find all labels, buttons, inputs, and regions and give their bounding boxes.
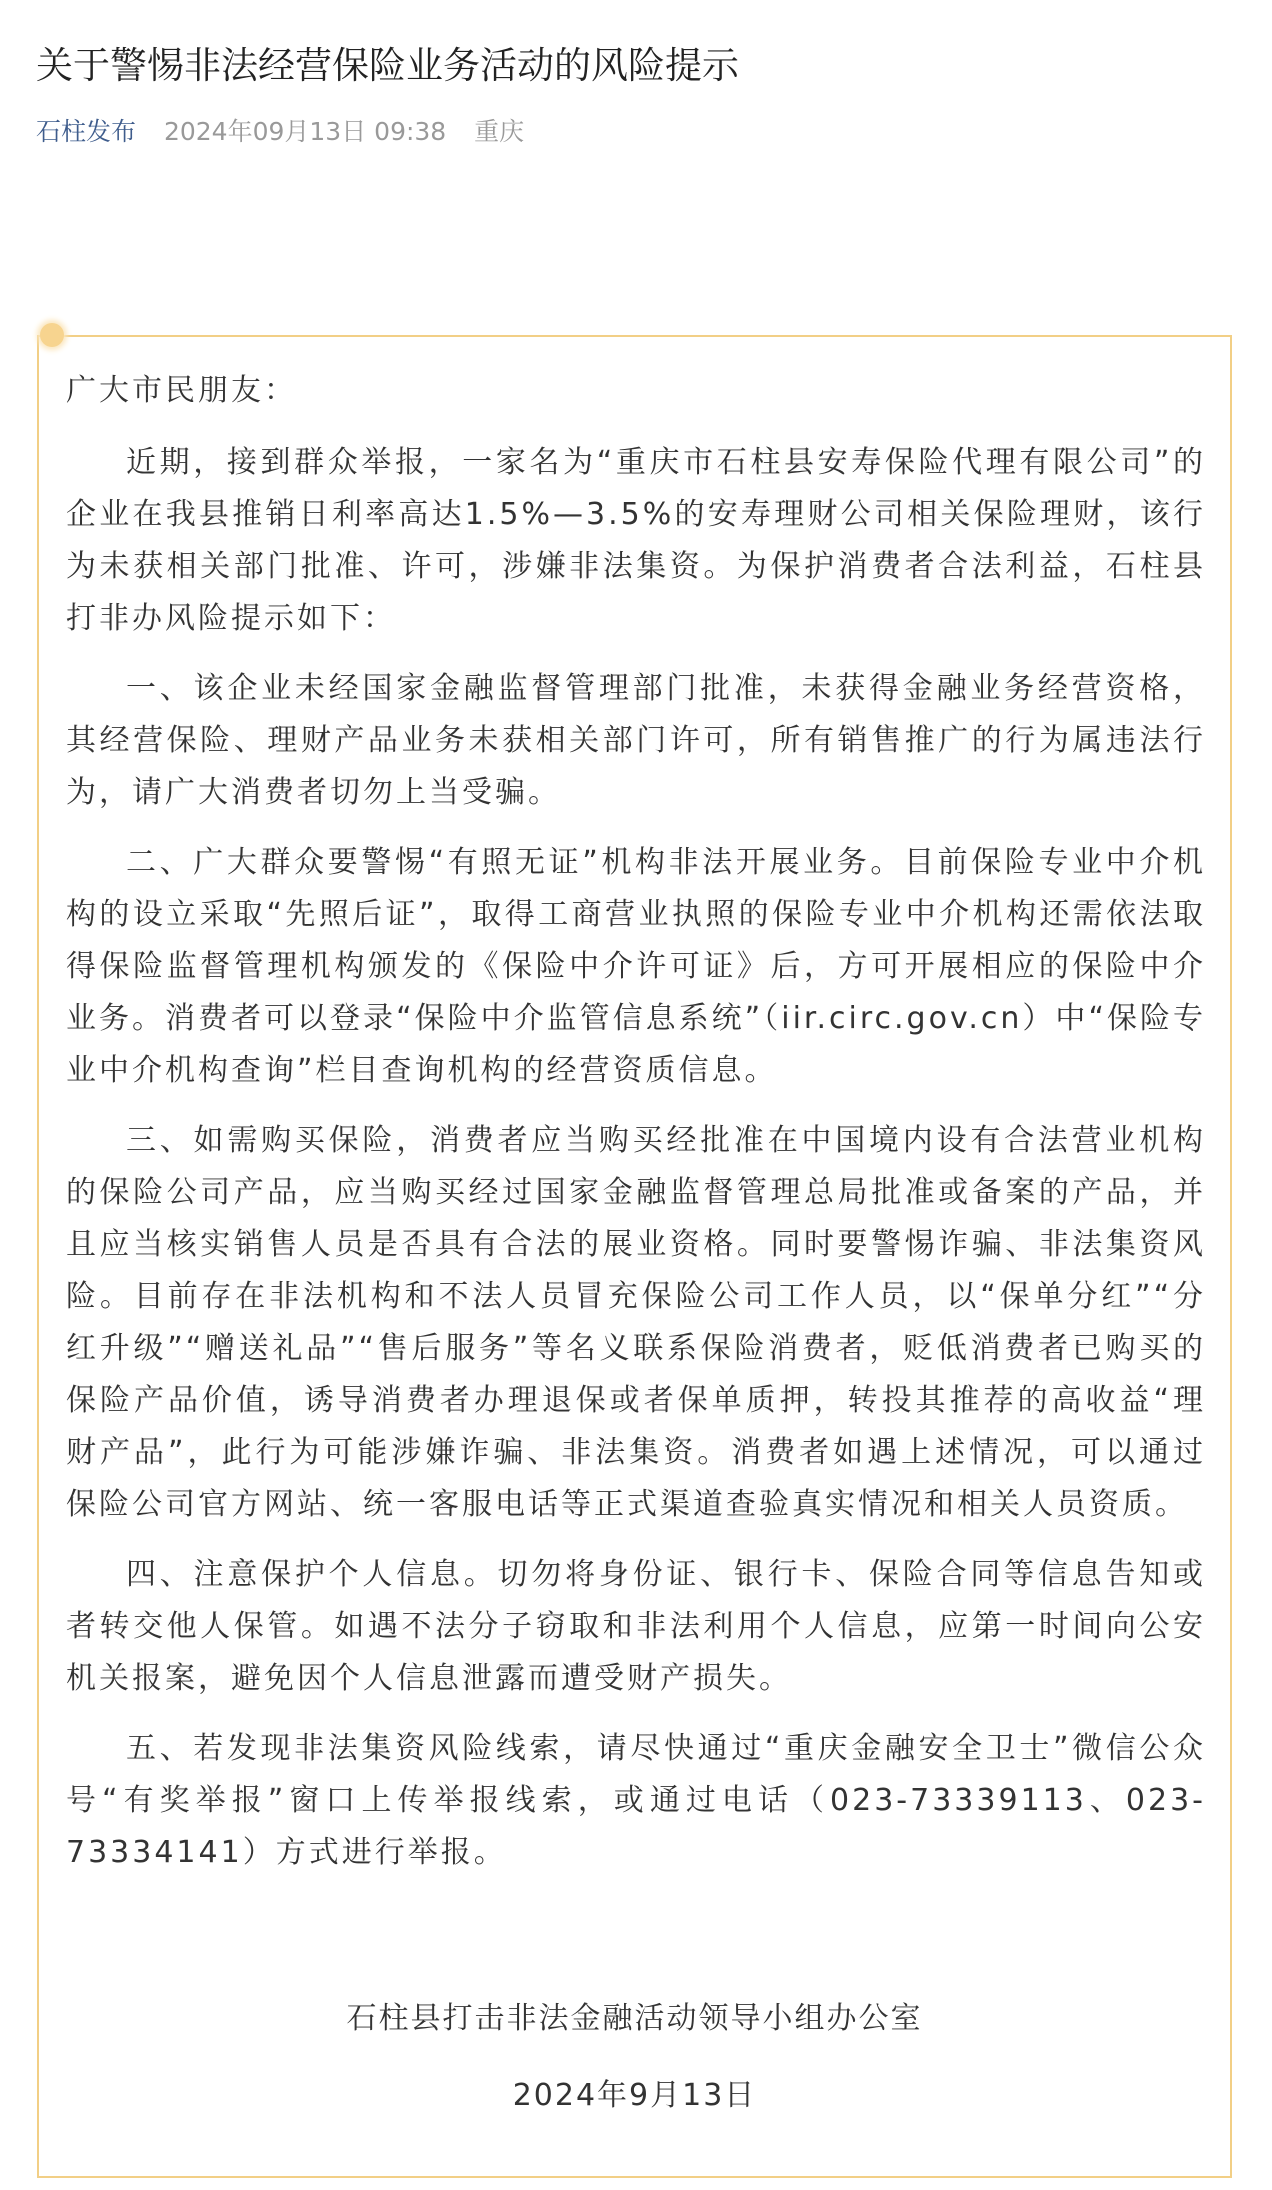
article-meta xyxy=(36,114,524,150)
publish-location: 重庆 xyxy=(474,117,525,146)
paragraph-item-1: 一、该企业未经国家金融监督管理部门批准，未获得金融业务经营资格，其经营保险、理财产品业务未获相关部门许可，所有销售推广的行为属违法行为，请广大消费者切勿上当受骗。 xyxy=(66,671,1206,810)
salutation: 广大市民朋友： xyxy=(66,373,297,408)
paragraph-item-4: 四、注意保护个人信息。切勿将身份证、银行卡、保险合同等信息告知或者转交他人保管。如遇不法分子窃取和非法利用个人信息，应第一时间向公安机关报案，避免因个人信息泄露而遭受财产损失。 xyxy=(66,1557,1206,1696)
notice-content xyxy=(66,365,1206,1897)
paragraph-intro: 近期，接到群众举报，一家名为“重庆市石柱县安寿保险代理有限公司”的企业在我县推销日利率高达1.5%—3.5%的安寿理财公司相关保险理财，该行为未获相关部门批准、许可，涉嫌非法集资。为保护消费者合法利益，石柱县打非办风险提示如下： xyxy=(66,445,1206,636)
paragraph-item-2: 二、广大群众要警惕“有照无证”机构非法开展业务。目前保险专业中介机构的设立采取“先照后证”，取得工商营业执照的保险专业中介机构还需依法取得保险监督管理机构颁发的《保险中介许可证》后，方可开展相应的保险中介业务。消费者可以登录“保险中介监管信息系统”（iir.circ.gov.cn）中“保险专业中介机构查询”栏目查询机构的经营资质信息。 xyxy=(66,845,1206,1088)
paragraph-item-3: 三、如需购买保险，消费者应当购买经批准在中国境内设有合法营业机构的保险公司产品，应当购买经过国家金融监督管理总局批准或备案的产品，并且应当核实销售人员是否具有合法的展业资格。同时要警惕诈骗、非法集资风险。目前存在非法机构和不法人员冒充保险公司工作人员，以“保单分红”“分红升级”“赠送礼品”“售后服务”等名义联系保险消费者，贬低消费者已购买的保险产品价值，诱导消费者办理退保或者保单质押，转投其推荐的高收益“理财产品”，此行为可能涉嫌诈骗、非法集资。消费者如遇上述情况，可以通过保险公司官方网站、统一客服电话等正式渠道查验真实情况和相关人员资质。 xyxy=(66,1123,1206,1522)
article-title: 关于警惕非法经营保险业务活动的风险提示 xyxy=(36,44,739,87)
signature: 石柱县打击非法金融活动领导小组办公室 xyxy=(346,2001,923,2036)
notice-date: 2024年9月13日 xyxy=(512,2078,757,2113)
paragraph-item-5: 五、若发现非法集资风险线索，请尽快通过“重庆金融安全卫士”微信公众号“有奖举报”窗口上传举报线索，或通过电话（023-73339113、023-73334141）方式进行举报。 xyxy=(66,1731,1206,1870)
publish-time: 2024年09月13日 09:38 xyxy=(163,117,447,146)
source-link[interactable]: 石柱发布 xyxy=(36,117,137,146)
decorative-dot-icon xyxy=(40,323,64,347)
